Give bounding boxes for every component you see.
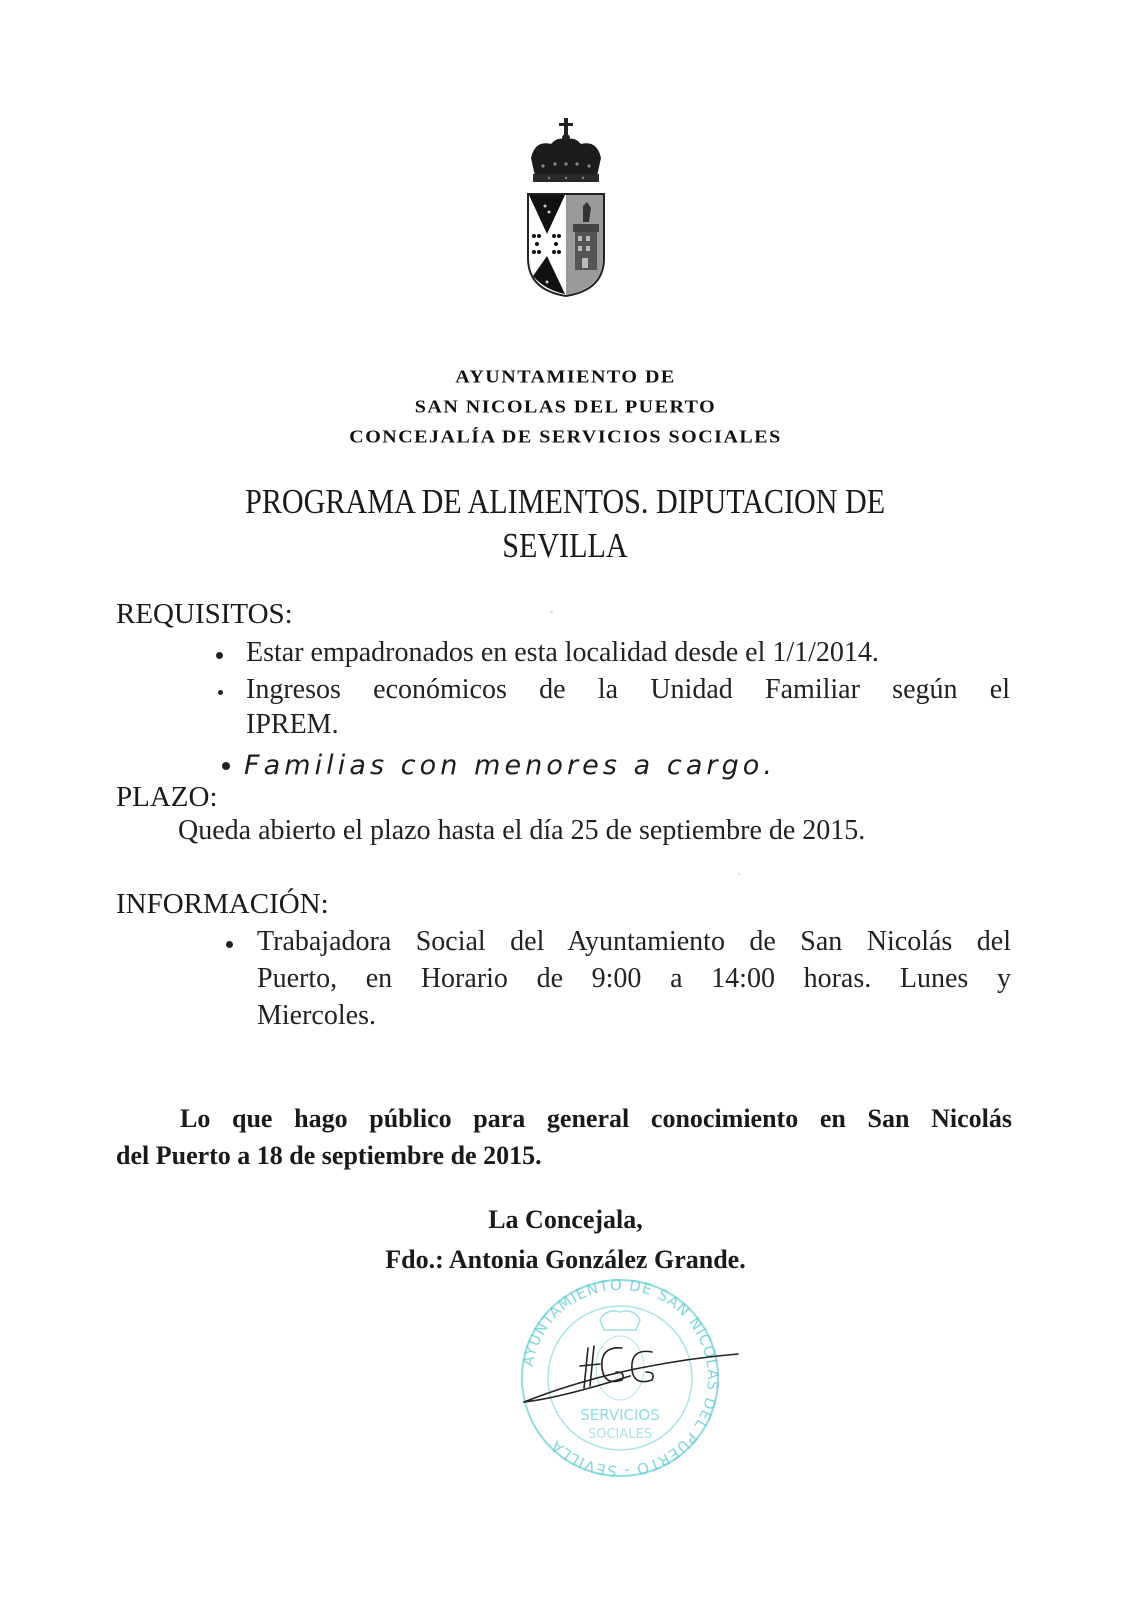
bullet-icon bbox=[218, 690, 223, 695]
plazo-heading: PLAZO: bbox=[116, 781, 218, 813]
title-line-1: PROGRAMA DE ALIMENTOS. DIPUTACION DE bbox=[244, 482, 886, 521]
letterhead-line-concejalia: CONCEJALÍA DE SERVICIOS SOCIALES bbox=[349, 426, 782, 448]
closing-line-1: Lo que hago público para general conocimiento en San Nicolás bbox=[180, 1104, 1012, 1133]
plazo-text: Queda abierto el plazo hasta el día 25 de septiembre de 2015. bbox=[178, 815, 866, 846]
closing-line-2: del Puerto a 18 de septiembre de 2015. bbox=[116, 1141, 542, 1170]
requisito-item-continued: IPREM. bbox=[246, 709, 339, 740]
letterhead-line-ayuntamiento: AYUNTAMIENTO DE bbox=[455, 366, 676, 388]
informacion-line-3: Miercoles. bbox=[257, 1000, 376, 1031]
document-title bbox=[150, 480, 980, 568]
scan-speck bbox=[550, 611, 553, 613]
scan-speck bbox=[738, 873, 740, 875]
handwritten-requisito: Familias con menores a cargo. bbox=[244, 750, 774, 781]
letterhead-line-municipality: SAN NICOLAS DEL PUERTO bbox=[414, 396, 717, 418]
bullet-icon bbox=[222, 762, 230, 770]
signoff-name: Fdo.: Antonia González Grande. bbox=[385, 1245, 746, 1274]
title-line-2: SEVILLA bbox=[502, 526, 628, 565]
informacion-heading: INFORMACIÓN: bbox=[116, 888, 329, 920]
requisitos-heading: REQUISITOS: bbox=[116, 598, 293, 630]
informacion-line-2: Puerto, en Horario de 9:00 a 14:00 horas. Lunes y bbox=[257, 963, 1011, 994]
signoff-role: La Concejala, bbox=[488, 1205, 643, 1234]
bullet-icon bbox=[226, 941, 233, 948]
stamp-center-line-1: SERVICIOS bbox=[580, 1406, 660, 1424]
handwritten-note bbox=[244, 742, 784, 798]
informacion-line-1: Trabajadora Social del Ayuntamiento de San Nicolás del bbox=[257, 926, 1011, 957]
bullet-icon bbox=[216, 652, 223, 659]
coat-of-arms-icon bbox=[525, 118, 607, 298]
official-stamp bbox=[500, 1268, 740, 1478]
requisito-item: Estar empadronados en esta localidad desde el 1/1/2014. bbox=[246, 637, 879, 668]
stamp-ring-text: AYUNTAMIENTO DE SAN NICOLAS DEL PUERTO - SEVILLA bbox=[518, 1275, 723, 1478]
closing-paragraph bbox=[116, 1100, 1012, 1174]
stamp-center-line-2: SOCIALES bbox=[588, 1427, 652, 1442]
letterhead bbox=[0, 362, 1131, 452]
stamp-crown-icon bbox=[600, 1311, 640, 1330]
requisito-item: Ingresos económicos de la Unidad Familiar según el bbox=[246, 674, 1010, 705]
